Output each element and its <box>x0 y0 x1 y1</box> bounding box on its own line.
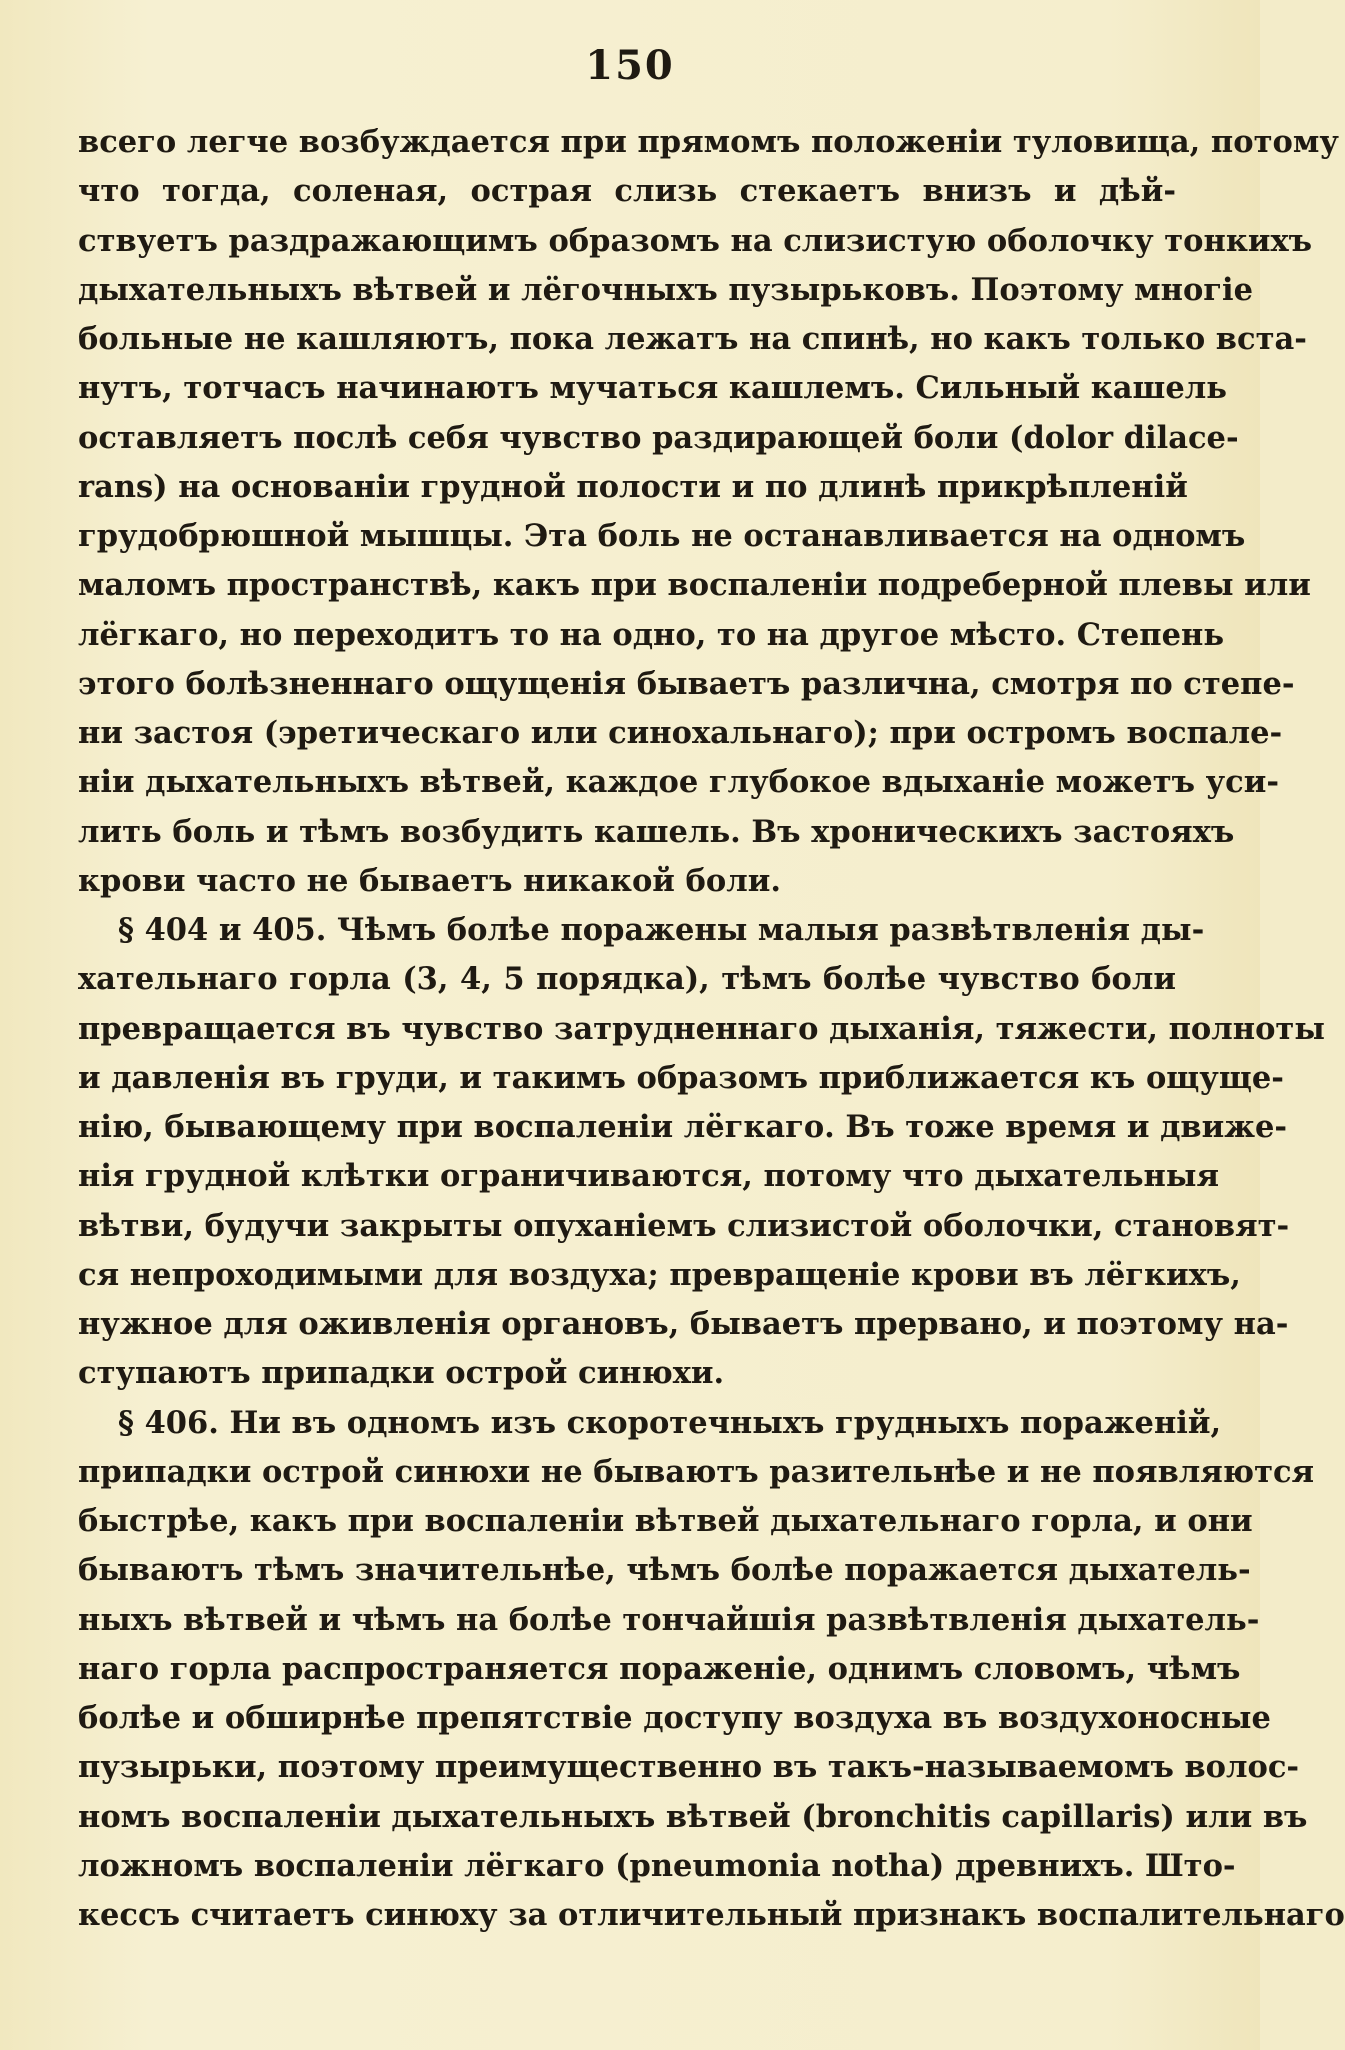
text-line: болѣе и обширнѣе препятствiе доступу воздуха въ воздухоносные <box>78 1700 1271 1736</box>
text-line: rans) на основанiи грудной полости и по длинѣ прикрѣпленiй <box>78 468 1188 505</box>
text-line: ложномъ воспаленiи лёгкаго (pneumonia notha) древнихъ. Што- <box>78 1847 1236 1884</box>
text-line: больные не кашляютъ, пока лежатъ на спинѣ, но какъ только вста- <box>78 321 1307 357</box>
text-line: номъ воспаленiи дыхательныхъ вѣтвей (bronchitis capillaris) или въ <box>78 1798 1308 1835</box>
text-line: нужное для оживленiя органовъ, бываетъ прервано, и поэтому на- <box>78 1306 1289 1342</box>
text-line: и давленiя въ груди, и такимъ образомъ приближается къ ощуще- <box>78 1059 1284 1096</box>
section-heading-line: § 406. Ни въ одномъ изъ скоротечныхъ грудныхъ пораженiй, <box>118 1404 1222 1441</box>
text-line: что тогда, соленая, острая слизь стекаетъ внизъ и дѣй- <box>78 173 1176 210</box>
text-line: ни застоя (эретическаго или синохальнаго); при остромъ воспале- <box>78 715 1283 751</box>
text-line: лёгкаго, но переходитъ то на одно, то на другое мѣсто. Степень <box>78 616 1225 653</box>
text-line: ступаютъ припадки острой синюхи. <box>78 1355 725 1392</box>
text-line: грудобрюшной мышцы. Эта боль не останавливается на одномъ <box>78 518 1246 554</box>
text-line: дыхательныхъ вѣтвей и лёгочныхъ пузырьковъ. Поэтому многiе <box>78 271 1253 308</box>
section-heading-line: § 404 и 405. Чѣмъ болѣе поражены малыя развѣтвленiя ды- <box>118 912 1205 948</box>
text-line: этого болѣзненнаго ощущенiя бываетъ различна, смотря по степе- <box>78 665 1295 702</box>
text-line: кессъ считаетъ синюху за отличительный признакъ воспалительнаго <box>78 1897 1345 1933</box>
page-number: 150 <box>585 42 675 89</box>
text-line: оставляетъ послѣ себя чувство раздирающей боли (dolor dilace- <box>78 419 1239 456</box>
text-line: нiя грудной клѣтки ограничиваются, потому что дыхательныя <box>78 1158 1219 1195</box>
text-line: всего легче возбуждается при прямомъ положенiи туловища, потому <box>78 124 1339 160</box>
text-line: быстрѣе, какъ при воспаленiи вѣтвей дыхательнаго горла, и они <box>78 1503 1253 1539</box>
text-line: нiю, бывающему при воспаленiи лёгкаго. Въ тоже время и движе- <box>78 1109 1288 1145</box>
text-line: нiи дыхательныхъ вѣтвей, каждое глубокое вдыханiе можетъ уси- <box>78 764 1279 801</box>
text-line: лить боль и тѣмъ возбудить кашель. Въ хроническихъ застояхъ <box>78 813 1235 850</box>
text-line: бываютъ тѣмъ значительнѣе, чѣмъ болѣе поражается дыхатель- <box>78 1552 1251 1589</box>
text-line: маломъ пространствѣ, какъ при воспаленiи подреберной плевы или <box>78 567 1311 604</box>
text-line: ся непроходимыми для воздуха; превращенiе крови въ лёгкихъ, <box>78 1256 1241 1293</box>
text-line: ствуетъ раздражающимъ образомъ на слизистую оболочку тонкихъ <box>78 222 1313 259</box>
text-line: нутъ, тотчасъ начинаютъ мучаться кашлемъ. Сильный кашель <box>78 370 1227 407</box>
text-line: пузырьки, поэтому преимущественно въ такъ-называемомъ волос- <box>78 1749 1300 1786</box>
text-line: крови часто не бываетъ никакой боли. <box>78 862 781 899</box>
body-text <box>78 118 1345 1940</box>
text-line: припадки острой синюхи не бываютъ разительнѣе и не появляются <box>78 1453 1315 1490</box>
text-line: превращается въ чувство затрудненнаго дыханiя, тяжести, полноты <box>78 1010 1325 1047</box>
text-line: ныхъ вѣтвей и чѣмъ на болѣе тончайшiя развѣтвленiя дыхатель- <box>78 1601 1260 1638</box>
text-line: наго горла распространяется пораженiе, однимъ словомъ, чѣмъ <box>78 1650 1241 1687</box>
text-line: хательнаго горла (3, 4, 5 порядка), тѣмъ болѣе чувство боли <box>78 961 1176 998</box>
text-line: вѣтви, будучи закрыты опуханiемъ слизистой оболочки, становят- <box>78 1207 1290 1244</box>
